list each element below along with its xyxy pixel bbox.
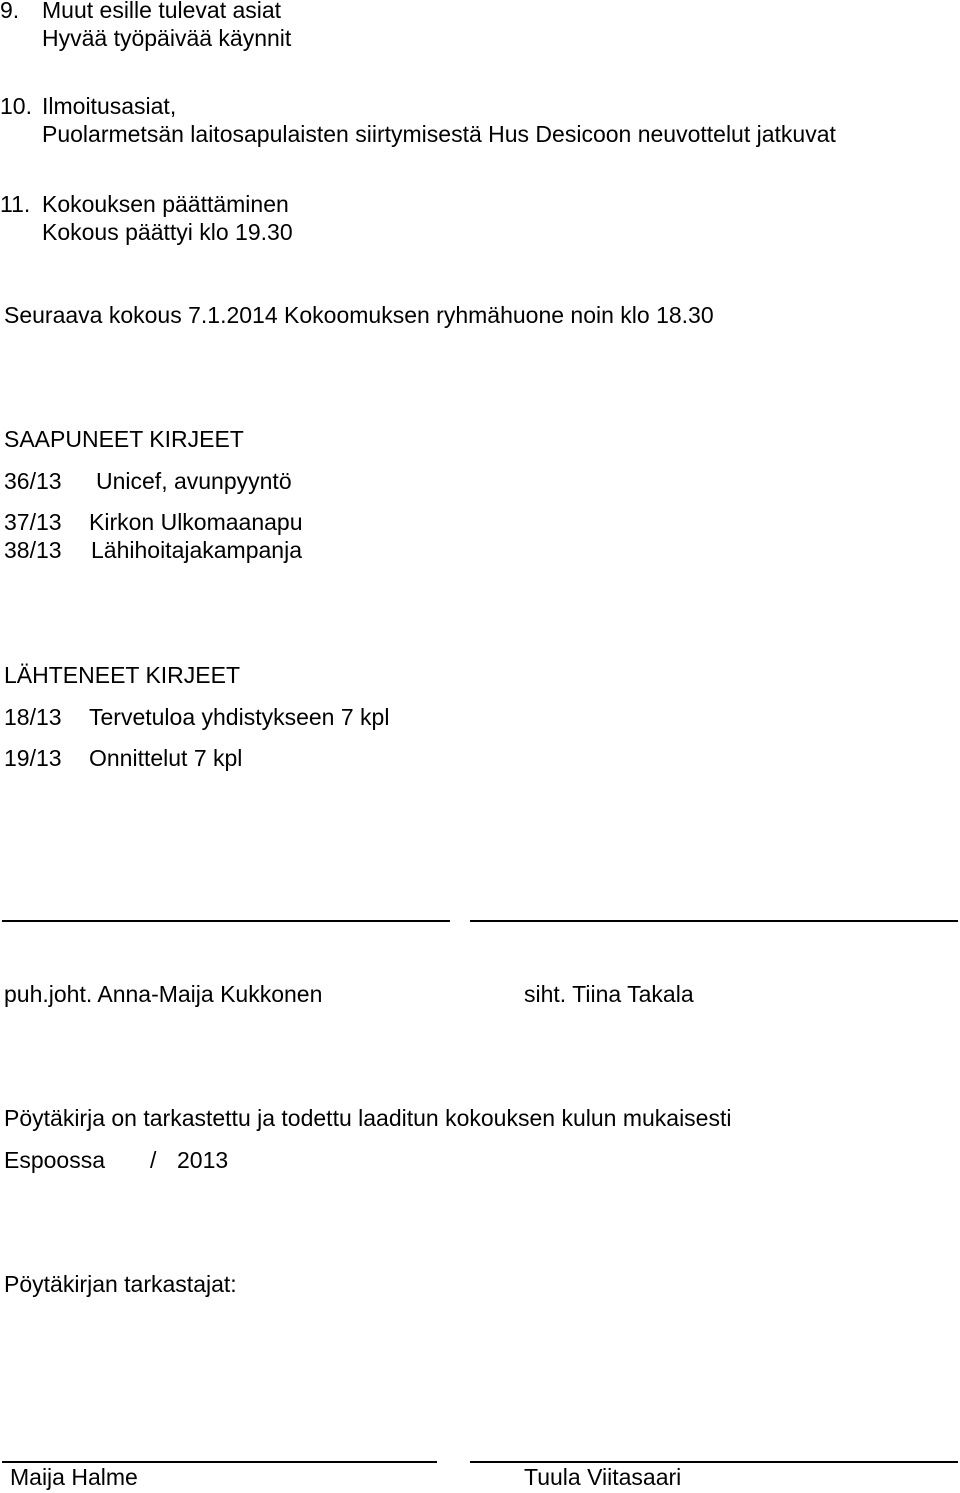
agenda-detail: Puolarmetsän laitosapulaisten siirtymisestä Hus Desicoon neuvottelut jatkuvat — [42, 121, 836, 147]
letter-text: Tervetuloa yhdistykseen 7 kpl — [89, 704, 390, 730]
letter-id: 37/13 — [4, 509, 62, 535]
agenda-number: 10. — [0, 93, 32, 119]
agenda-title: Kokouksen päättäminen — [42, 191, 289, 217]
checker-name: Tuula Viitasaari — [524, 1464, 682, 1490]
agenda-number: 9. — [0, 0, 20, 23]
agenda-title: Ilmoitusasiat, — [42, 93, 177, 119]
verification-statement: Pöytäkirja on tarkastettu ja todettu laaditun kokouksen kulun mukaisesti — [4, 1105, 732, 1131]
date-separator: / — [150, 1147, 157, 1173]
chair-signature: puh.joht. Anna-Maija Kukkonen — [4, 981, 323, 1007]
list-item — [4, 536, 302, 564]
agenda-title: Muut esille tulevat asiat — [42, 0, 282, 23]
agenda-item-9 — [0, 0, 281, 24]
next-meeting: Seuraava kokous 7.1.2014 Kokoomuksen ryhmähuone noin klo 18.30 — [4, 302, 714, 328]
letter-text: Lähihoitajakampanja — [91, 537, 302, 563]
secretary-signature: siht. Tiina Takala — [524, 981, 694, 1007]
signature-line-chair — [2, 920, 450, 922]
incoming-heading: SAAPUNEET KIRJEET — [4, 426, 244, 452]
place: Espoossa — [4, 1147, 106, 1173]
signature-line-secretary — [470, 920, 958, 922]
agenda-detail: Kokous päättyi klo 19.30 — [42, 219, 293, 245]
verification-place-date — [4, 1146, 228, 1174]
agenda-number: 11. — [0, 191, 31, 217]
list-item — [4, 467, 292, 495]
letter-text: Kirkon Ulkomaanapu — [89, 509, 303, 535]
letter-id: 18/13 — [4, 704, 62, 730]
list-item — [4, 703, 389, 731]
letter-id: 19/13 — [4, 745, 62, 771]
agenda-item-10 — [0, 92, 176, 120]
letter-text: Onnittelut 7 kpl — [89, 745, 243, 771]
outgoing-heading: LÄHTENEET KIRJEET — [4, 662, 241, 688]
year: 2013 — [177, 1147, 229, 1173]
letter-id: 36/13 — [4, 468, 62, 494]
letter-id: 38/13 — [4, 537, 62, 563]
list-item — [4, 508, 303, 536]
checkers-label: Pöytäkirjan tarkastajat: — [4, 1271, 237, 1297]
letter-text: Unicef, avunpyyntö — [96, 468, 292, 494]
list-item — [4, 744, 242, 772]
agenda-item-11 — [0, 190, 289, 218]
checker-name: Maija Halme — [10, 1464, 138, 1490]
agenda-detail: Hyvää työpäivää käynnit — [42, 25, 292, 51]
